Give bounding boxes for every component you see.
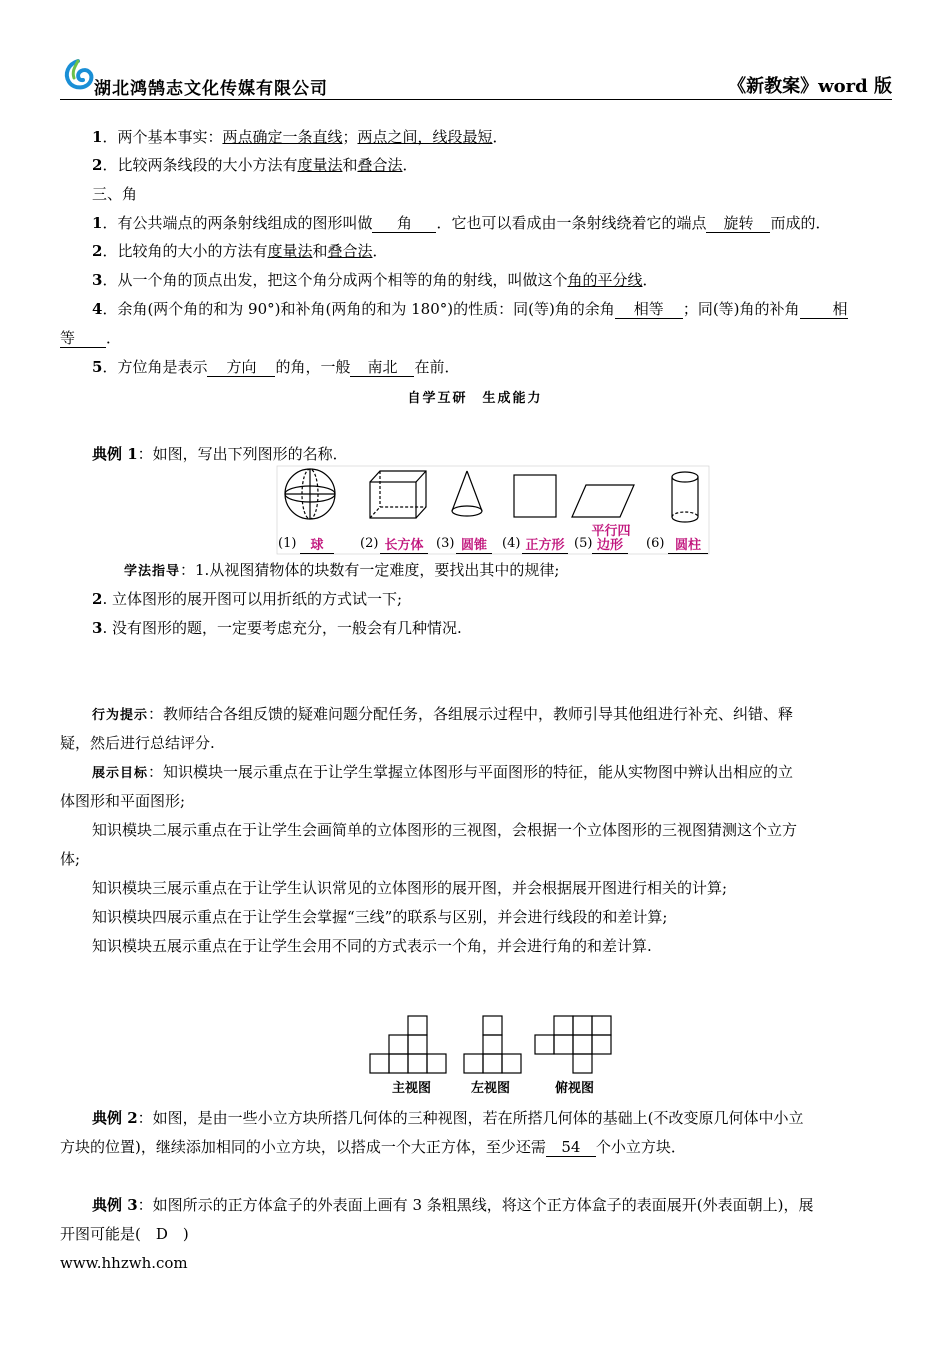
company-name: 湖北鸿鹄志文化传媒有限公司 — [94, 79, 328, 99]
text: ：知识模块一展示重点在于让学生掌握立体图形与平面图形的特征，能从实物图中辨认出相应的立 — [148, 763, 794, 781]
text: 和 — [312, 242, 328, 260]
top-view-label: 俯视图 — [555, 1081, 595, 1096]
text: 在前． — [414, 358, 460, 376]
item-number: 1 — [92, 128, 103, 146]
answer: 54 — [546, 1138, 596, 1157]
answer-sphere: 球 — [300, 534, 334, 554]
item-number: 2 — [92, 156, 103, 174]
text: ． — [402, 156, 418, 174]
answer: D — [155, 1225, 168, 1243]
goals-line-5: 知识模块三展示重点在于让学生认识常见的立体图形的展开图，并会根据展开图进行相关的计算; — [92, 879, 728, 897]
text: 开图可能是( — [60, 1225, 156, 1243]
item-number: 5 — [92, 358, 103, 376]
text: ) — [167, 1225, 189, 1243]
left-view-label: 左视图 — [471, 1081, 511, 1096]
text: ：1.从视图猜物体的块数有一定难度，要找出其中的规律; — [180, 561, 560, 579]
answer-parallelogram-line2: 边形 — [592, 534, 628, 554]
fact-line-8 — [60, 328, 892, 348]
text: 方块的位置)，继续添加相同的小立方块，以搭成一个大正方体，至少还需 — [60, 1138, 546, 1156]
behavior-line-1 — [60, 704, 924, 726]
answer-cuboid: 长方体 — [380, 534, 428, 554]
answer: 角 — [372, 214, 436, 233]
cone-shape — [452, 471, 482, 516]
text: ．两个基本事实： — [102, 128, 223, 146]
answer-cone: 圆锥 — [456, 534, 492, 554]
answer: 角的平分线 — [567, 271, 643, 289]
answer: 相等 — [615, 300, 683, 319]
text: 和 — [342, 156, 358, 174]
text: ．方位角是表示 — [102, 358, 208, 376]
front-view-label: 主视图 — [392, 1081, 432, 1096]
answer: 叠合法 — [357, 156, 403, 174]
answer-parallelogram-line1: 平行四 — [591, 524, 631, 539]
answer: 相 — [800, 300, 848, 319]
answer-num: (1) — [278, 536, 297, 551]
item-number: 4 — [92, 300, 103, 318]
goals-line-1 — [60, 762, 924, 784]
goals-line-4: 体; — [60, 850, 81, 868]
text: ．比较两条线段的大小方法有 — [102, 156, 298, 174]
answer-num: (5) — [574, 536, 593, 551]
answer: 度量法 — [297, 156, 343, 174]
goals-line-3: 知识模块二展示重点在于让学生会画简单的立体图形的三视图，会根据一个立体图形的三视图猜测这个立方 — [92, 821, 798, 839]
item-number: 3 — [92, 619, 103, 637]
edition-label: 《新教案》word 版 — [728, 76, 892, 97]
text: ． — [372, 242, 388, 260]
text: 的角，一般 — [275, 358, 351, 376]
example-label: 典例 1 — [92, 445, 138, 463]
answer-num: (6) — [646, 536, 665, 551]
swirl-logo-icon — [60, 58, 96, 94]
guide-line-2 — [60, 589, 924, 609]
text: . 没有图形的题，一定要考虑充分，一般会有几种情况. — [102, 619, 462, 637]
behavior-label: 行为提示 — [92, 708, 149, 723]
goals-line-7: 知识模块五展示重点在于让学生会用不同的方式表示一个角，并会进行角的和差计算. — [92, 937, 652, 955]
text: ．它也可以看成由一条射线绕着它的端点 — [436, 214, 707, 232]
answer: 叠合法 — [327, 242, 373, 260]
text: 而成的． — [770, 214, 831, 232]
text: ：教师结合各组反馈的疑难问题分配任务，各组展示过程中，教师引导其他组进行补充、纠错、释 — [148, 705, 794, 723]
answer: 南北 — [350, 358, 414, 377]
text: ； — [342, 128, 358, 146]
header-rule — [60, 99, 892, 100]
square-shape — [514, 475, 556, 517]
example-label: 典例 2 — [92, 1109, 138, 1127]
text: ．比较角的大小的方法有 — [102, 242, 268, 260]
text: ． — [642, 271, 658, 289]
item-number: 2 — [92, 590, 103, 608]
three-views-figure — [368, 1014, 618, 1074]
text: ．从一个角的顶点出发，把这个角分成两个相等的角的射线，叫做这个 — [102, 271, 568, 289]
answer-num: (2) — [360, 536, 379, 551]
answer: 方向 — [207, 358, 275, 377]
answer-num: (3) — [436, 536, 455, 551]
text: ：如图，是由一些小立方块所搭几何体的三种视图，若在所搭几何体的基础上(不改变原几何体中小立 — [137, 1109, 804, 1127]
sphere-shape — [285, 469, 335, 519]
parallelogram-shape — [572, 485, 634, 517]
fact-line-2 — [60, 155, 924, 175]
answer-cylinder: 圆柱 — [668, 534, 708, 554]
text: . 立体图形的展开图可以用折纸的方式试一下; — [102, 590, 403, 608]
answer-square: 正方形 — [522, 534, 568, 554]
footer-url[interactable]: www.hhzwh.com — [60, 1254, 188, 1272]
text: ；同(等)角的补角 — [682, 300, 800, 318]
answer: 旋转 — [706, 214, 770, 233]
cuboid-shape — [370, 471, 426, 518]
text: ．余角(两个角的和为 90°)和补角(两角的和为 180°)的性质：同(等)角的余角 — [102, 300, 615, 318]
answer: 等 — [60, 329, 106, 348]
guide-line-3 — [60, 618, 924, 638]
front-view-grid — [370, 1016, 446, 1073]
top-view-grid — [535, 1016, 611, 1073]
fact-line-9 — [60, 357, 924, 377]
goals-line-2: 体图形和平面图形; — [60, 792, 186, 810]
fact-line-7 — [60, 299, 924, 319]
text: ：如图所示的正方体盒子的外表面上画有 3 条粗黑线，将这个正方体盒子的表面展开(外表面朝上)，展 — [137, 1196, 814, 1214]
example-label: 典例 3 — [92, 1196, 138, 1214]
goals-label: 展示目标 — [92, 766, 149, 781]
item-number: 1 — [92, 214, 103, 232]
section-title: 自学互研 生成能力 — [407, 391, 543, 406]
section-heading-angle: 三、角 — [92, 185, 138, 203]
item-number: 2 — [92, 242, 103, 260]
text: ． — [106, 329, 122, 347]
example2-line-2 — [60, 1137, 892, 1157]
fact-line-5 — [60, 241, 924, 261]
text: ．有公共端点的两条射线组成的图形叫做 — [102, 214, 373, 232]
answer: 两点之间，线段最短 — [357, 128, 493, 146]
cylinder-shape — [672, 472, 698, 522]
answer: 两点确定一条直线 — [222, 128, 343, 146]
item-number: 3 — [92, 271, 103, 289]
behavior-line-2: 疑，然后进行总结评分. — [60, 734, 215, 752]
guide-label: 学法指导 — [124, 564, 181, 579]
example3-line-2 — [60, 1224, 892, 1244]
answer: 度量法 — [267, 242, 313, 260]
header — [60, 58, 892, 100]
example2-line-1 — [60, 1108, 924, 1128]
guide-line-1 — [60, 560, 950, 582]
text: 个小立方块． — [595, 1138, 686, 1156]
left-view-grid — [464, 1016, 521, 1073]
example3-line-1 — [60, 1195, 924, 1215]
fact-line-1 — [60, 127, 924, 147]
shape-answers — [276, 522, 710, 556]
fact-line-4 — [60, 213, 924, 233]
text: ． — [492, 128, 508, 146]
goals-line-6: 知识模块四展示重点在于让学生会掌握“三线”的联系与区别，并会进行线段的和差计算; — [92, 908, 668, 926]
example1-question — [60, 444, 924, 464]
fact-line-6 — [60, 270, 924, 290]
answer-num: (4) — [502, 536, 521, 551]
text: ：如图，写出下列图形的名称． — [137, 445, 348, 463]
